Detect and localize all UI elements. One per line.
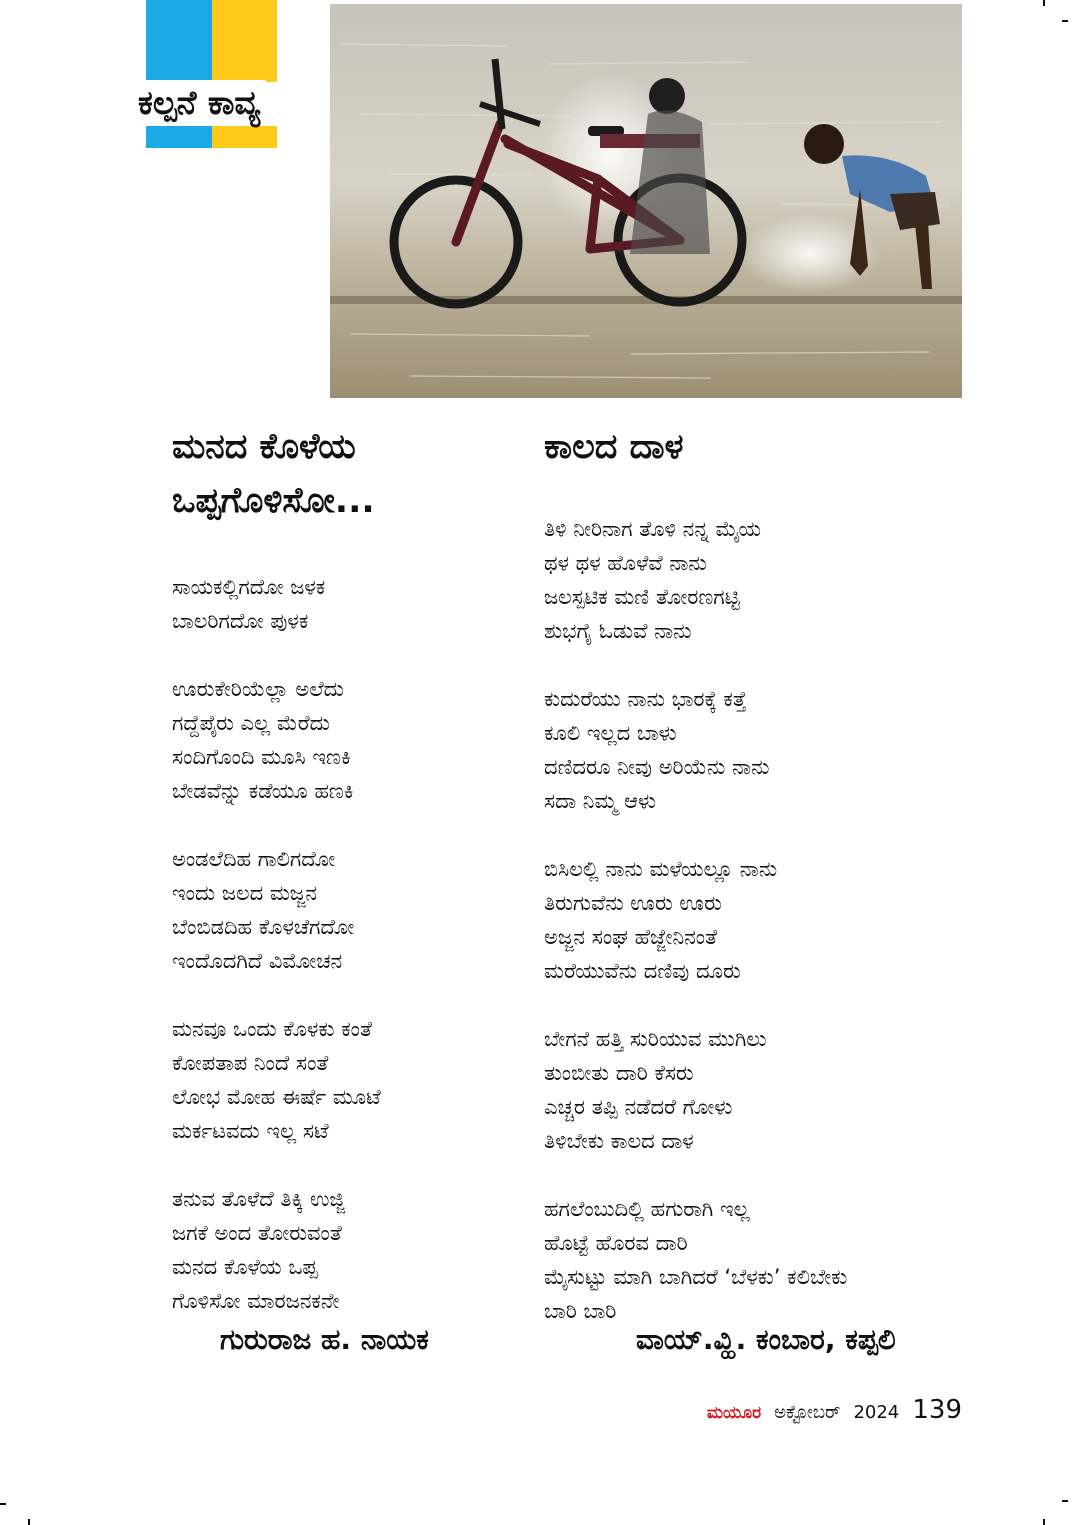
poem-line: ತಿಳಿ ನೀರಿನಾಗ ತೊಳಿ ನನ್ನ ಮೈಯ xyxy=(544,517,762,541)
section-title: ಕಲ್ಪನೆ ಕಾವ್ಯ xyxy=(132,80,266,126)
poem-line: ಲೋಭ ಮೋಹ ಈರ್ಷೆ ಮೂಟೆ xyxy=(172,1085,381,1109)
crop-mark xyxy=(1062,1500,1068,1502)
stanza xyxy=(544,1192,974,1328)
stanza xyxy=(172,1012,522,1148)
poem-line: ಕೂಲಿ ಇಲ್ಲದ ಬಾಳು xyxy=(544,721,677,745)
stanza xyxy=(172,1182,522,1318)
stanza xyxy=(544,1022,974,1158)
poem-line: ಗೊಳಿಸೋ ಮಾರಜನಕನೇ xyxy=(172,1289,340,1313)
poem-line: ಮೈಸುಟ್ಟು ಮಾಗಿ ಬಾಗಿದರೆ ‘ಬೆಳಕು’ ಕಲಿಬೇಕು xyxy=(544,1265,848,1289)
stanza xyxy=(544,852,974,988)
poem-line: ಜಲಸ್ಪಟಿಕ ಮಣಿ ತೋರಣಗಟ್ಟಿ xyxy=(544,585,740,609)
issue-year: 2024 xyxy=(853,1402,900,1423)
poem-line: ಸದಾ ನಿಮ್ಮ ಆಳು xyxy=(544,789,656,813)
poem-line: ಸಾಯಕಲ್ಲಿಗದೋ ಜಳಕ xyxy=(172,575,326,599)
photo-children-bicycle-water xyxy=(330,4,962,398)
poem-line: ಬಾರಿ ಬಾರಿ xyxy=(544,1299,617,1323)
crop-mark xyxy=(1043,1519,1045,1525)
stanza xyxy=(172,842,522,978)
stanza xyxy=(172,570,522,638)
crop-mark xyxy=(1043,0,1045,6)
poem-line: ಮನವೂ ಒಂದು ಕೊಳಕು ಕಂತೆ xyxy=(172,1017,372,1041)
crop-mark xyxy=(1062,20,1068,22)
poem-line: ಬೇಗನೆ ಹತ್ತಿ ಸುರಿಯುವ ಮುಗಿಲು xyxy=(544,1027,767,1051)
poem-line: ಕುದುರೆಯು ನಾನು ಭಾರಕ್ಕೆ ಕತ್ತೆ xyxy=(544,687,747,711)
page-number: 139 xyxy=(912,1395,962,1425)
poem-line: ಸಂದಿಗೊಂದಿ ಮೂಸಿ ಇಣಕಿ xyxy=(172,745,351,769)
poem-line: ಅಜ್ಜನ ಸಂಘ ಹೆಜ್ಜೇನಿನಂತೆ xyxy=(544,925,718,949)
poem-title: ಕಾಲದ ದಾಳ xyxy=(544,427,684,467)
poem-line: ಶುಭಗೈ ಓಡುವೆ ನಾನು xyxy=(544,619,692,643)
poem-line: ಕೋಪತಾಪ ನಿಂದೆ ಸಂತೆ xyxy=(172,1051,329,1075)
poem-line: ಬಿಸಿಲಲ್ಲಿ ನಾನು ಮಳೆಯಲ್ಲೂ ನಾನು xyxy=(544,857,778,881)
poem-line: ಥಳ ಥಳ ಹೊಳೆವೆ ನಾನು xyxy=(544,551,707,575)
poem-line: ಹಗಲೆಂಬುದಿಲ್ಲಿ ಹಗುರಾಗಿ ಇಲ್ಲ xyxy=(544,1197,750,1221)
poem-line: ಜಗಕೆ ಅಂದ ತೋರುವಂತೆ xyxy=(172,1221,342,1245)
author-left: ಗುರುರಾಜ ಹ. ನಾಯಕ xyxy=(220,1323,429,1356)
poem-line: ಗದ್ದೆಪೈರು ಎಲ್ಲ ಮೆರೆದು xyxy=(172,711,330,735)
poem-line: ತಿಳಿಬೇಕು ಕಾಲದ ದಾಳ xyxy=(544,1129,694,1153)
poem-line: ಊರುಕೇರಿಯೆಲ್ಲಾ ಅಲೆದು xyxy=(172,677,344,701)
poem-line: ಹೊಟ್ಟೆ ಹೊರವ ದಾರಿ xyxy=(544,1231,688,1255)
poem-line: ಮನದ ಕೊಳೆಯ ಒಪ್ಪ xyxy=(172,1255,318,1279)
poem-line: ಇಂದು ಜಲದ ಮಜ್ಜನ xyxy=(172,881,318,905)
poem-line: ಇಂದೊದಗಿದೆ ವಿಮೋಚನ xyxy=(172,949,343,973)
poem-line: ದಣಿದರೂ ನೀವು ಅರಿಯೆನು ನಾನು xyxy=(544,755,770,779)
author-right: ವಾಯ್.ವ್ಹಿ. ಕಂಬಾರ, ಕಪ್ಪಲಿ xyxy=(636,1323,896,1356)
poem-line: ತಿರುಗುವೆನು ಊರು ಊರು xyxy=(544,891,722,915)
poem-line: ಎಚ್ಚರ ತಪ್ಪಿ ನಡೆದರೆ ಗೋಳು xyxy=(544,1095,733,1119)
poem-line: ಅಂಡಲೆದಿಹ ಗಾಲಿಗದೋ xyxy=(172,847,336,871)
poem-line: ಬೆಂಬಿಡದಿಹ ಕೊಳಚೆಗದೋ xyxy=(172,915,355,939)
poem-line: ಮರೆಯುವೆನು ದಣಿವು ದೂರು xyxy=(544,959,741,983)
crop-mark xyxy=(28,1519,30,1525)
page-footer xyxy=(707,1392,962,1431)
poem-title: ಮನದ ಕೊಳೆಯ ಒಪ್ಪಗೊಳಿಸೋ... xyxy=(172,427,375,521)
poem-line: ಮರ್ಕಟವದು ಇಲ್ಲ ಸಟೆ xyxy=(172,1119,329,1143)
issue-month: ಅಕ್ಟೋಬರ್ xyxy=(774,1402,841,1423)
poem-body xyxy=(544,512,974,1328)
stanza xyxy=(172,672,522,808)
poem-line: ಬೇಡವೆನ್ನು ಕಡೆಯೂ ಹಣಕಿ xyxy=(172,779,354,803)
poem-line: ತನುವ ತೊಳೆದೆ ತಿಕ್ಕಿ ಉಜ್ಜಿ xyxy=(172,1187,345,1211)
poem-body xyxy=(172,570,522,1318)
poem-line: ಬಾಲರಿಗದೋ ಪುಳಕ xyxy=(172,609,309,633)
poem-line: ತುಂಬೀತು ದಾರಿ ಕೆಸರು xyxy=(544,1061,694,1085)
crop-mark xyxy=(0,1503,6,1505)
magazine-brand: ಮಯೂರ xyxy=(706,1403,762,1423)
stanza xyxy=(544,512,974,648)
poem-left xyxy=(172,420,522,1352)
poem-right xyxy=(544,420,974,1362)
stanza xyxy=(544,682,974,818)
